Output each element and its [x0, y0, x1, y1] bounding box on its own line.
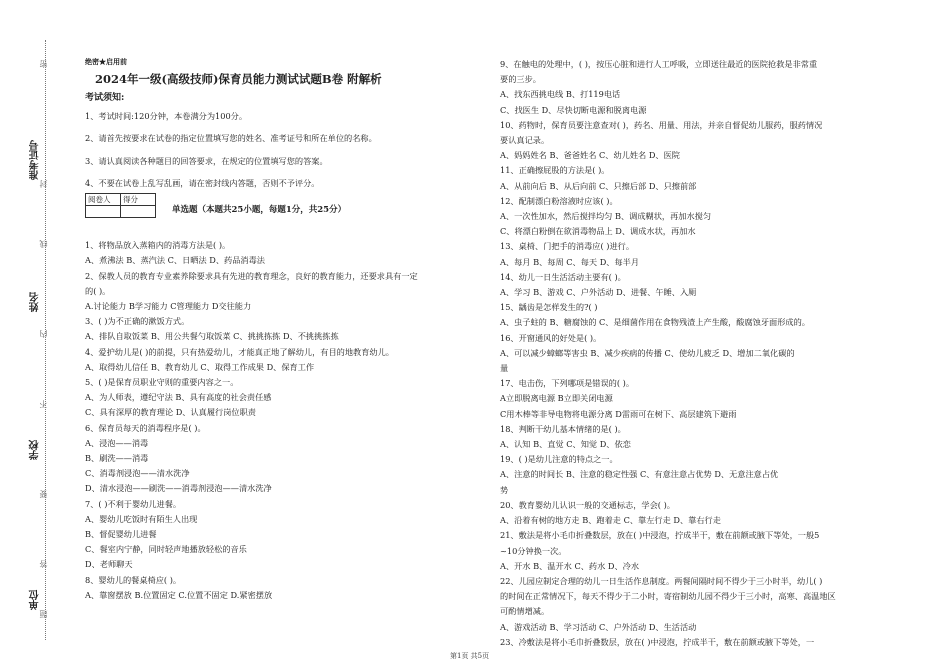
question-line: 4、爱护幼儿是( )的前提，只有热爱幼儿，才能真正地了解幼儿，有目的地教育幼儿。 [85, 346, 394, 357]
question-line: 12、配制漂白粉溶液时应该( )。 [500, 195, 618, 206]
question-line: A、虫子蛀的 B、糖腐蚀的 C、是细菌作用在食物残渣上产生酸，酸腐蚀牙面形成的。 [500, 317, 810, 328]
question-line: C、餐室内宁静，同时轻声地播放轻松的音乐 [85, 544, 247, 555]
score-cell[interactable] [121, 206, 156, 218]
seal-line [45, 40, 46, 640]
question-line: A、注意的时间长 B、注意的稳定性强 C、有意注意占优势 D、无意注意占优 [500, 469, 779, 480]
question-line: 3、( )为不正确的漱饭方式。 [85, 316, 190, 327]
question-line: A、游戏活动 B、学习活动 C、户外活动 D、生活活动 [500, 621, 697, 632]
question-line: D、老师聊天 [85, 559, 133, 570]
question-line: 16、开窗通风的好处是( )。 [500, 332, 602, 343]
question-line: A、每月 B、每周 C、每天 D、每半月 [500, 256, 640, 267]
question-line: B、刷洗——消毒 [85, 453, 149, 464]
question-line: 要的三步。 [500, 74, 541, 85]
question-line: C、具有深厚的教育理论 D、认真履行岗位职责 [85, 407, 256, 418]
binding-margin [0, 0, 70, 671]
margin-seal-char: 题 [39, 610, 48, 618]
score-table-header: 得分 [121, 194, 156, 206]
margin-seal-char: 内 [39, 330, 48, 338]
question-line: C用木棒等非导电物将电源分离 D雷雨可在树下、高层建筑下避雨 [500, 408, 737, 419]
notice-heading: 考试须知: [85, 93, 125, 103]
question-line: 势 [500, 484, 509, 495]
question-line: A、可以减少蟑螂等害虫 B、减少疾病的传播 C、使幼儿疲乏 D、增加二氧化碳的 [500, 347, 795, 358]
question-line: 6、保育员每天的消毒程序是( )。 [85, 422, 206, 433]
question-line: 21、敷法是将小毛巾折叠数层，放在( )中浸泡，拧成半干，敷在前额或腋下等处，一般5 [500, 530, 820, 541]
question-line: A、煮沸法 B、蒸汽法 C、日晒法 D、药品消毒法 [85, 255, 265, 266]
question-line: 1、将物品放入蒸箱内的消毒方法是( )。 [85, 240, 231, 251]
question-line: 7、( )不利于婴幼儿进餐。 [85, 498, 182, 509]
section-title: 单选题（本题共25小题，每题1分，共25分） [172, 205, 347, 216]
margin-seal-char: 密 [39, 60, 48, 68]
question-line: A、沿着有树的地方走 B、跑着走 C、靠左行走 D、靠右行走 [500, 515, 721, 526]
margin-seal-char: 答 [39, 560, 48, 568]
question-line: A立即脱离电源 B立即关闭电源 [500, 393, 613, 404]
secret-mark: 绝密★启用前 [85, 57, 127, 66]
page-footer: 第1页 共5页 [450, 652, 490, 660]
page-title: 2024年一级(高级技师)保育员能力测试试题B卷 附解析 [95, 72, 382, 86]
question-line: A、靠窗摆放 B.位置固定 C.位置不固定 D.紧密摆放 [85, 589, 273, 600]
margin-label-unit: 单位 [30, 590, 41, 610]
notice-item: 1、考试时间:120分钟，本卷满分为100分。 [85, 111, 248, 122]
question-line: D、清水浸泡——刷洗——消毒剂浸泡——清水洗净 [85, 483, 272, 494]
score-table [85, 193, 156, 218]
question-line: C、将漂白粉倒在欲消毒物品上 D、调成水状，再加水 [500, 226, 696, 237]
question-list [500, 57, 910, 650]
margin-label-name: 姓名 [30, 292, 41, 312]
question-line: A、开水 B、温开水 C、药水 D、冷水 [500, 560, 640, 571]
question-line: 要认真记录。 [500, 135, 550, 146]
notice-item: 2、请首先按要求在试卷的指定位置填写您的姓名、准考证号和所在单位的名称。 [85, 133, 377, 144]
question-line: A、浸泡——消毒 [85, 437, 149, 448]
margin-label-exam-number: 准考证号 [30, 140, 41, 180]
question-line: 23、冷敷法是将小毛巾折叠数层，放在( )中浸泡，拧成半干，敷在前额或腋下等处，一 [500, 636, 815, 647]
question-line: 的( )。 [85, 285, 111, 296]
question-line: 17、电击伤，下列哪项是错误的( )。 [500, 378, 635, 389]
question-line: C、消毒剂浸泡——清水洗净 [85, 468, 190, 479]
question-line: 11、正确擦屁股的方法是( )。 [500, 165, 610, 176]
notice-item: 3、请认真阅读各种题目的回答要求，在规定的位置填写您的答案。 [85, 155, 328, 166]
margin-seal-char: 不 [39, 400, 48, 408]
notice-item: 4、不要在试卷上乱写乱画，请在密封线内答题，否则不予评分。 [85, 177, 320, 188]
question-line: A、学习 B、游戏 C、户外活动 D、进餐、午睡、入厕 [500, 287, 697, 298]
question-line: B、督促婴幼儿进餐 [85, 529, 157, 540]
question-line: A、妈妈姓名 B、爸爸姓名 C、幼儿姓名 D、医院 [500, 150, 680, 161]
question-line: A、排队自取饭菜 B、用公共餐勺取饭菜 C、挑挑拣拣 D、不挑挑拣拣 [85, 331, 339, 342]
question-line: A、找东西挑电线 B、打119电话 [500, 89, 621, 100]
margin-seal-char: 封 [39, 180, 48, 188]
question-line: ~10分钟换一次。 [500, 545, 567, 556]
right-column [500, 57, 910, 650]
question-line: 15、龋齿是怎样发生的?( ) [500, 302, 598, 313]
question-line: 10、药物时，保育员要注意查对( )，药名、用量、用法，并亲自督促幼儿服药，服药情况 [500, 119, 823, 130]
question-line: 8、婴幼儿的餐桌椅应( )。 [85, 574, 182, 585]
question-line: 2、保教人员的教育专业素养除要求具有先进的教育理念，良好的教育能力，还要求具有一定 [85, 270, 418, 281]
section-header [85, 191, 480, 218]
question-line: A、认知 B、直觉 C、知觉 D、依恋 [500, 439, 631, 450]
question-line: A、为人师表，遵纪守法 B、具有高度的社会责任感 [85, 392, 272, 403]
left-column [85, 57, 480, 603]
margin-seal-char: 要 [39, 490, 48, 498]
question-line: 9、在触电的处理中，( )，按压心脏和进行人工呼吸，立即送往最近的医院抢救是非常重 [500, 59, 818, 69]
question-line: C、找医生 D、尽快切断电源和脱离电源 [500, 104, 647, 115]
question-line: 18、判断干幼儿基本情绪的是( )。 [500, 423, 626, 434]
question-line: 13、桌椅、门把手的消毒应( )进行。 [500, 241, 635, 252]
question-line: A.讨论能力 B学习能力 C管理能力 D交往能力 [85, 301, 252, 312]
question-line: 22、儿园应制定合理的幼儿一日生活作息制度。两餐间隔时间不得少于三小时半，幼儿( ) [500, 575, 823, 586]
question-line: A、从前向后 B、从后向前 C、只擦后部 D、只擦前部 [500, 180, 697, 191]
question-line: A、取得幼儿信任 B、教育幼儿 C、取得工作成果 D、保育工作 [85, 361, 315, 372]
question-line: 可酌情增减。 [500, 606, 550, 617]
question-line: A、婴幼儿吃饭时有陌生人出现 [85, 513, 198, 524]
question-list [85, 238, 480, 603]
question-line: 5、( )是保育员职业守则的重要内容之一。 [85, 377, 239, 388]
question-line: 19、( )是幼儿注意的特点之一。 [500, 454, 618, 465]
score-cell[interactable] [86, 206, 121, 218]
margin-label-school: 学校 [30, 440, 41, 460]
score-table-header: 阅卷人 [86, 194, 121, 206]
margin-seal-char: 线 [39, 240, 48, 248]
question-line: 量 [500, 363, 509, 374]
question-line: A、一次性加水，然后搅拌均匀 B、调成糊状，再加水搅匀 [500, 211, 712, 222]
question-line: 20、教育婴幼儿认识一般的交通标志，学会( )。 [500, 499, 675, 510]
question-line: 14、幼儿一日生活活动主要有( )。 [500, 271, 626, 282]
question-line: 的时间在正常情况下，每天不得少于二小时，寄宿制幼儿园不得少于三小时，高寒、高温地区 [500, 591, 836, 602]
